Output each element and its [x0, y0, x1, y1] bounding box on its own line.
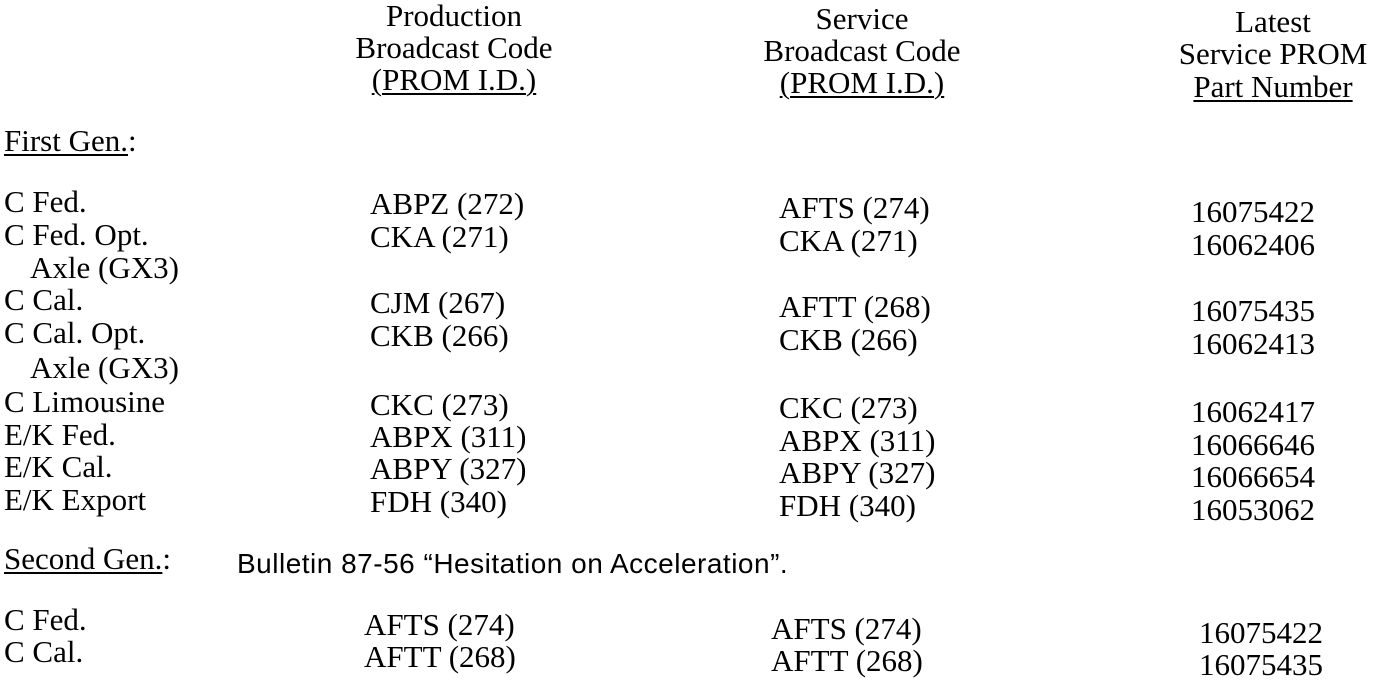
header-line: Production — [385, 0, 523, 33]
service-code: CKB (266) — [779, 322, 918, 357]
part-number: 16066646 — [1191, 427, 1315, 462]
part-number: 16066654 — [1191, 459, 1315, 494]
vehicle-name: C Limousine — [4, 384, 166, 419]
production-code: ABPY (327) — [370, 451, 527, 486]
vehicle-name: E/K Export — [4, 482, 147, 517]
vehicle-name: C Fed. — [4, 184, 87, 219]
first-gen-label: First Gen.: — [4, 123, 137, 158]
header-line: Part Number — [1193, 69, 1353, 104]
part-number: 16062413 — [1191, 326, 1315, 361]
service-code: AFTS (274) — [779, 190, 930, 225]
service-code: AFTS (274) — [771, 611, 922, 646]
service-code: AFTT (268) — [779, 289, 931, 324]
header-line: Broadcast Code — [763, 33, 961, 68]
vehicle-name-cont: Axle (GX3) — [30, 250, 179, 285]
vehicle-name: C Cal. Opt. — [4, 315, 146, 350]
vehicle-name: C Cal. — [4, 282, 84, 317]
vehicle-name: C Cal. — [4, 634, 84, 669]
production-code: AFTT (268) — [364, 639, 516, 674]
part-number: 16075422 — [1199, 615, 1323, 650]
production-code: FDH (340) — [370, 484, 507, 519]
part-number: 16075422 — [1191, 194, 1315, 229]
header-line: Service PROM — [1178, 36, 1368, 71]
production-code: ABPX (311) — [370, 419, 527, 454]
vehicle-name-cont: Axle (GX3) — [30, 350, 179, 385]
part-number: 16062406 — [1191, 227, 1315, 262]
service-code: CKA (271) — [779, 223, 918, 258]
part-number: 16075435 — [1199, 647, 1323, 682]
header-line: (PROM I.D.) — [779, 65, 945, 100]
vehicle-name: C Fed. Opt. — [4, 217, 149, 252]
vehicle-name: C Fed. — [4, 602, 87, 637]
production-code: AFTS (274) — [364, 607, 515, 642]
header-line: Broadcast Code — [355, 30, 553, 65]
header-line: (PROM I.D.) — [371, 62, 537, 97]
vehicle-name: E/K Fed. — [4, 417, 116, 452]
production-code: CKB (266) — [370, 318, 509, 353]
header-line: Latest — [1235, 4, 1311, 39]
production-code: CJM (267) — [370, 285, 506, 320]
production-code: CKC (273) — [370, 387, 509, 422]
part-number: 16075435 — [1191, 293, 1315, 328]
part-number: 16053062 — [1191, 492, 1315, 527]
production-code: CKA (271) — [370, 219, 509, 254]
production-code: ABPZ (272) — [370, 186, 525, 221]
service-code: AFTT (268) — [771, 643, 923, 678]
service-code: FDH (340) — [779, 488, 916, 523]
part-number: 16062417 — [1191, 394, 1315, 429]
second-gen-label: Second Gen.: — [4, 541, 172, 576]
service-code: ABPY (327) — [779, 455, 936, 490]
header-line: Service — [815, 1, 909, 36]
service-code: ABPX (311) — [779, 423, 936, 458]
bulletin-note: Bulletin 87-56 “Hesitation on Acceleration”. — [237, 548, 789, 579]
service-code: CKC (273) — [779, 390, 918, 425]
vehicle-name: E/K Cal. — [4, 449, 113, 484]
